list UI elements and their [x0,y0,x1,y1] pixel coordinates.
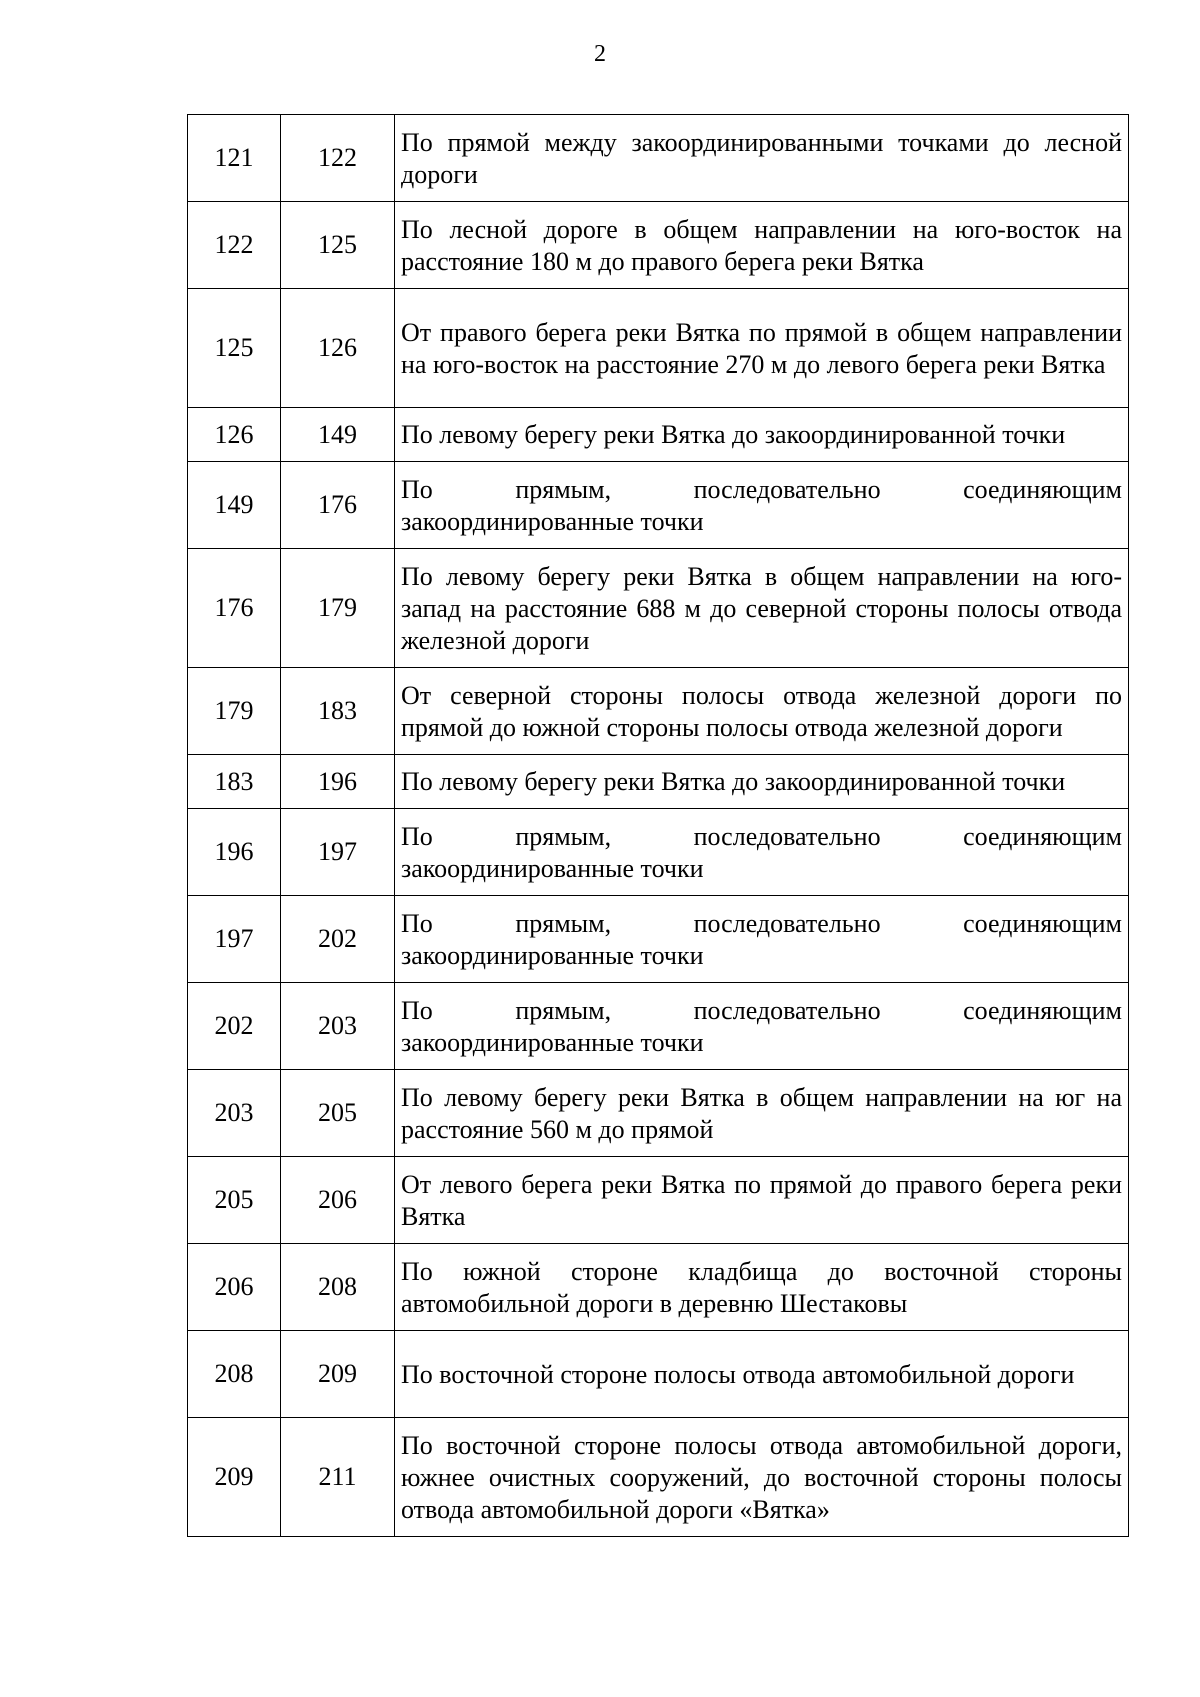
to-point-cell: 183 [281,668,395,755]
to-point-cell: 208 [281,1244,395,1331]
boundary-description-table [187,114,1129,1537]
from-point-cell: 202 [188,983,281,1070]
table-row [188,809,1129,896]
from-point-cell: 208 [188,1331,281,1418]
table-row [188,1331,1129,1418]
table-row [188,896,1129,983]
from-point-cell: 183 [188,755,281,809]
to-point-cell: 122 [281,115,395,202]
from-point-cell: 209 [188,1418,281,1537]
to-point-cell: 126 [281,289,395,408]
description-cell: По прямым, последовательно соединяющим закоординированные точки [395,896,1129,983]
table-row [188,549,1129,668]
table-row [188,755,1129,809]
to-point-cell: 196 [281,755,395,809]
to-point-cell: 205 [281,1070,395,1157]
description-cell: По левому берегу реки Вятка в общем направлении на юг на расстояние 560 м до прямой [395,1070,1129,1157]
from-point-cell: 203 [188,1070,281,1157]
table-row [188,668,1129,755]
from-point-cell: 205 [188,1157,281,1244]
table-row [188,983,1129,1070]
table-row [188,1157,1129,1244]
table-row [188,1244,1129,1331]
description-cell: По лесной дороге в общем направлении на юго-восток на расстояние 180 м до правого берега реки Вятка [395,202,1129,289]
description-cell: По прямым, последовательно соединяющим закоординированные точки [395,983,1129,1070]
to-point-cell: 209 [281,1331,395,1418]
table-row [188,1418,1129,1537]
from-point-cell: 125 [188,289,281,408]
description-cell: По восточной стороне полосы отвода автомобильной дороги, южнее очистных сооружений, до восточной стороны полосы отвода автомобильной дороги «Вятка» [395,1418,1129,1537]
description-cell: От северной стороны полосы отвода железной дороги по прямой до южной стороны полосы отвода железной дороги [395,668,1129,755]
table-body [188,115,1129,1537]
from-point-cell: 196 [188,809,281,896]
description-cell: По южной стороне кладбища до восточной стороны автомобильной дороги в деревню Шестаковы [395,1244,1129,1331]
to-point-cell: 125 [281,202,395,289]
description-cell: По восточной стороне полосы отвода автомобильной дороги [395,1331,1129,1418]
table-row [188,1070,1129,1157]
table-row [188,289,1129,408]
description-cell: По прямым, последовательно соединяющим закоординированные точки [395,809,1129,896]
description-cell: По левому берегу реки Вятка в общем направлении на юго-запад на расстояние 688 м до северной стороны полосы отвода железной дороги [395,549,1129,668]
description-cell: По левому берегу реки Вятка до закоординированной точки [395,408,1129,462]
description-cell: От правого берега реки Вятка по прямой в общем направлении на юго-восток на расстояние 270 м до левого берега реки Вятка [395,289,1129,408]
from-point-cell: 206 [188,1244,281,1331]
description-cell: По прямым, последовательно соединяющим закоординированные точки [395,462,1129,549]
table-row [188,462,1129,549]
from-point-cell: 197 [188,896,281,983]
to-point-cell: 211 [281,1418,395,1537]
table-row [188,202,1129,289]
to-point-cell: 203 [281,983,395,1070]
to-point-cell: 197 [281,809,395,896]
from-point-cell: 121 [188,115,281,202]
from-point-cell: 176 [188,549,281,668]
description-cell: По прямой между закоординированными точками до лесной дороги [395,115,1129,202]
description-cell: По левому берегу реки Вятка до закоординированной точки [395,755,1129,809]
table-row [188,408,1129,462]
from-point-cell: 126 [188,408,281,462]
from-point-cell: 179 [188,668,281,755]
from-point-cell: 122 [188,202,281,289]
to-point-cell: 206 [281,1157,395,1244]
to-point-cell: 179 [281,549,395,668]
to-point-cell: 149 [281,408,395,462]
table-row [188,115,1129,202]
from-point-cell: 149 [188,462,281,549]
page-number: 2 [594,41,606,67]
to-point-cell: 202 [281,896,395,983]
description-cell: От левого берега реки Вятка по прямой до правого берега реки Вятка [395,1157,1129,1244]
to-point-cell: 176 [281,462,395,549]
